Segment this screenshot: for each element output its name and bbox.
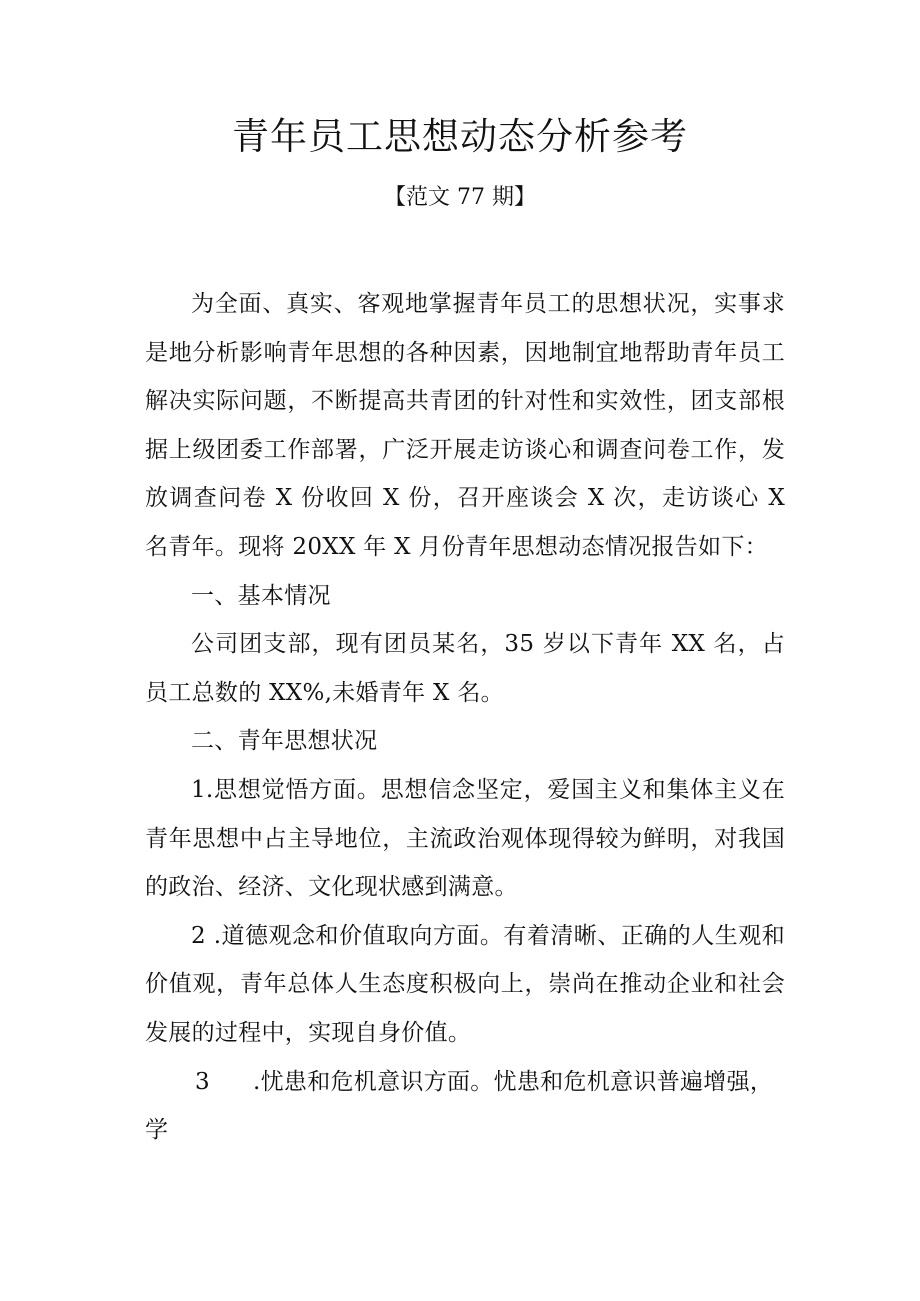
intro-paragraph: 为全面、真实、客观地掌握青年员工的思想状况，实事求是地分析影响青年思想的各种因素，因地制宜地帮助青年员工解决实际问题，不断提高共青团的针对性和实效性，团支部根据上级团委工作部署，广泛开展走访谈心和调查问卷工作，发放调查问卷 X 份收回 X 份，召开座谈会 X 次，走访谈心 X 名青年。现将 20XX 年 X 月份青年思想动态情况报告如下： — [145, 291, 785, 560]
section-heading-basic: 一、基本情况 — [191, 582, 331, 609]
issue-label: 【范文 77 期】 — [384, 185, 536, 210]
document-title: 青年员工思想动态分析参考 — [232, 115, 688, 158]
item-3-text: .忧患和危机意识方面。忧患和危机意识普遍增强， — [253, 1068, 774, 1095]
item-3-number: 3 — [195, 1068, 210, 1095]
item-3-paragraph — [145, 1058, 785, 1107]
item-3-continuation: 学 — [145, 1117, 168, 1144]
item-2-paragraph: 2 .道德观念和价值取向方面。有着清晰、正确的人生观和价值观，青年总体人生态度积极向上，崇尚在推动企业和社会发展的过程中，实现自身价值。 — [145, 922, 785, 1046]
document-body — [145, 280, 785, 1155]
basic-info-paragraph: 公司团支部，现有团员某名，35 岁以下青年 XX 名，占员工总数的 XX%,未婚青年 X 名。 — [145, 631, 785, 706]
section-heading-thought: 二、青年思想状况 — [191, 728, 378, 755]
item-1-paragraph: 1.思想觉悟方面。思想信念坚定，爱国主义和集体主义在青年思想中占主导地位，主流政治观体现得较为鲜明，对我国的政治、经济、文化现状感到满意。 — [145, 776, 785, 901]
